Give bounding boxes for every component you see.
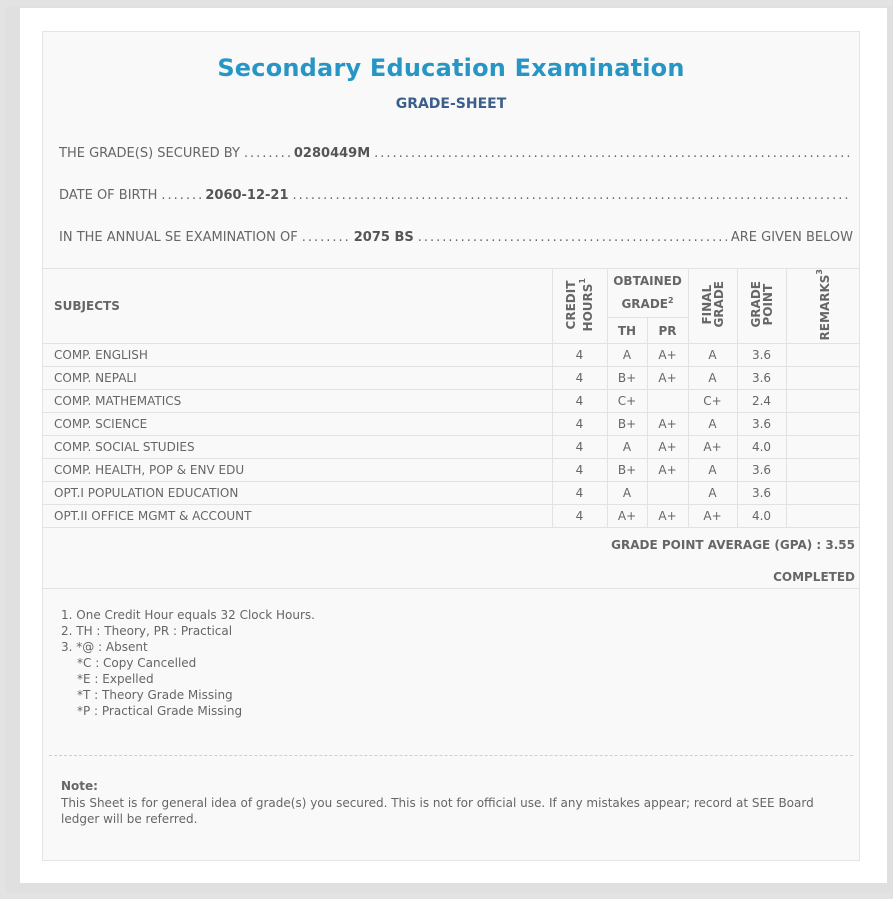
final-cell: A	[688, 459, 737, 482]
footnote-item: *C : Copy Cancelled	[77, 656, 197, 670]
pr-cell: A+	[647, 459, 688, 482]
page-subtitle: GRADE-SHEET	[395, 96, 507, 112]
subject-cell: COMP. NEPALI	[43, 367, 552, 390]
gp-cell: 3.6	[737, 344, 786, 367]
footnote-item: 3. *@ : Absent	[61, 640, 148, 654]
remarks-header: REMARKS$^3$	[786, 269, 859, 344]
remarks-cell	[786, 436, 859, 459]
table-row	[43, 436, 859, 459]
credit-cell: 4	[552, 482, 607, 505]
date-of-birth: 2060-12-21	[205, 188, 289, 203]
exam-line	[59, 230, 853, 250]
table-row	[43, 390, 859, 413]
credit-cell: 4	[552, 505, 607, 528]
subject-cell: OPT.I POPULATION EDUCATION	[43, 482, 552, 505]
grade-point-header: GRADE POINT	[737, 269, 786, 344]
final-cell: A	[688, 344, 737, 367]
subject-cell: COMP. HEALTH, POP & ENV EDU	[43, 459, 552, 482]
remarks-cell	[786, 505, 859, 528]
th-cell: B+	[607, 367, 647, 390]
status-completed: COMPLETED	[773, 570, 855, 584]
given-below-label: ARE GIVEN BELOW	[730, 230, 853, 245]
pr-cell	[647, 482, 688, 505]
divider	[43, 588, 859, 589]
footnote-item: 2. TH : Theory, PR : Practical	[61, 624, 233, 638]
gp-cell: 4.0	[737, 505, 786, 528]
remarks-cell	[786, 344, 859, 367]
table-row	[43, 367, 859, 390]
footnote-item: *T : Theory Grade Missing	[77, 688, 233, 702]
subject-cell: COMP. SOCIAL STUDIES	[43, 436, 552, 459]
remarks-cell	[786, 482, 859, 505]
subjects-header: SUBJECTS	[43, 269, 552, 344]
final-cell: A	[688, 482, 737, 505]
note-title: Note:	[61, 779, 98, 793]
symbol-number: 0280449M	[293, 146, 371, 161]
pr-cell: A+	[647, 505, 688, 528]
final-cell: A	[688, 413, 737, 436]
credit-cell: 4	[552, 413, 607, 436]
dob-label: DATE OF BIRTH	[59, 188, 158, 203]
footnote-item: *P : Practical Grade Missing	[77, 704, 243, 718]
subject-cell: OPT.II OFFICE MGMT & ACCOUNT	[43, 505, 552, 528]
th-cell: A	[607, 344, 647, 367]
footnote-item: *E : Expelled	[77, 672, 154, 686]
credit-cell: 4	[552, 344, 607, 367]
remarks-cell	[786, 367, 859, 390]
gp-cell: 3.6	[737, 413, 786, 436]
final-grade-header: FINAL GRADE	[688, 269, 737, 344]
footnotes	[61, 607, 315, 719]
gp-cell: 3.6	[737, 367, 786, 390]
subject-cell: COMP. SCIENCE	[43, 413, 552, 436]
table-row	[43, 413, 859, 436]
dob-line	[59, 188, 853, 208]
table-row	[43, 482, 859, 505]
final-cell: A+	[688, 436, 737, 459]
pr-header: PR	[647, 318, 688, 344]
subject-cell: COMP. ENGLISH	[43, 344, 552, 367]
credit-hours-header: CREDIT HOURS$^1$	[552, 269, 607, 344]
th-cell: C+	[607, 390, 647, 413]
credit-cell: 4	[552, 436, 607, 459]
pr-cell: A+	[647, 367, 688, 390]
gp-cell: 2.4	[737, 390, 786, 413]
th-cell: B+	[607, 459, 647, 482]
gp-cell: 3.6	[737, 459, 786, 482]
th-cell: B+	[607, 413, 647, 436]
exam-label: IN THE ANNUAL SE EXAMINATION OF	[59, 230, 298, 245]
page-title: Secondary Education Examination	[217, 54, 685, 82]
pr-cell: A+	[647, 436, 688, 459]
pr-cell	[647, 390, 688, 413]
th-cell: A+	[607, 505, 647, 528]
table-row	[43, 459, 859, 482]
table-row	[43, 505, 859, 528]
exam-year: 2075 BS	[353, 230, 414, 245]
subject-cell: COMP. MATHEMATICS	[43, 390, 552, 413]
gp-cell: 3.6	[737, 482, 786, 505]
remarks-cell	[786, 390, 859, 413]
credit-cell: 4	[552, 459, 607, 482]
final-cell: A+	[688, 505, 737, 528]
table-row	[43, 344, 859, 367]
remarks-cell	[786, 413, 859, 436]
credit-cell: 4	[552, 390, 607, 413]
grade-sheet	[42, 31, 860, 861]
gp-cell: 4.0	[737, 436, 786, 459]
secured-by-line	[59, 146, 853, 166]
credit-cell: 4	[552, 367, 607, 390]
grades-table	[43, 268, 859, 528]
final-cell: A	[688, 367, 737, 390]
footnote-item: 1. One Credit Hour equals 32 Clock Hours.	[61, 608, 315, 622]
th-cell: A	[607, 436, 647, 459]
final-cell: C+	[688, 390, 737, 413]
pr-cell: A+	[647, 344, 688, 367]
obtained-grade-header: OBTAINED GRADE$^2$	[607, 269, 688, 318]
secured-by-label: THE GRADE(S) SECURED BY	[59, 146, 240, 161]
remarks-cell	[786, 459, 859, 482]
note-text: This Sheet is for general idea of grade(s) you secured. This is not for official use. If any mistakes appear; record at SEE Board ledger will be referred.	[61, 796, 814, 826]
pr-cell: A+	[647, 413, 688, 436]
th-header: TH	[607, 318, 647, 344]
th-cell: A	[607, 482, 647, 505]
gpa-summary: GRADE POINT AVERAGE (GPA) : 3.55	[611, 538, 855, 552]
dashed-divider	[49, 755, 853, 756]
